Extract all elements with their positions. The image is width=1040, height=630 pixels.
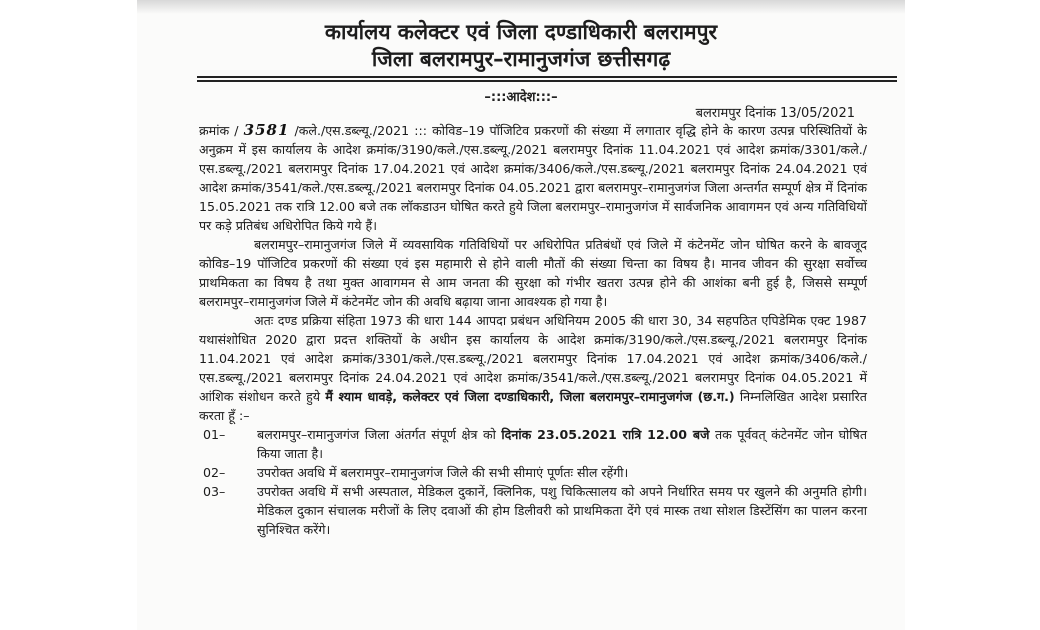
header-rule-bottom — [197, 80, 897, 82]
order-item-3 — [199, 482, 867, 539]
order-body — [199, 121, 867, 539]
paragraph-1 — [199, 121, 867, 235]
collector-name: मैं श्याम धावड़े, कलेक्टर एवं जिला दण्डाधिकारी, जिला बलरामपुर–रामानुजगंज (छ.ग.) — [325, 389, 735, 404]
paragraph-3-text-b: निम्नलिखित आदेश प्रसारित करता हूँ :– — [199, 389, 867, 423]
order-date: बलरामपुर दिनांक 13/05/2021 — [695, 106, 855, 121]
item-text-b: तक पूर्ववत् कंटेनमेंट जोन घोषित किया जाता है। — [257, 427, 868, 461]
paragraph-2: बलरामपुर–रामानुजगंज जिले में व्यवसायिक गतिविधियों पर अधिरोपित प्रतिबंधों एवं जिले में कंटेनमेंट जोन घोषित करने के बावजूद कोविड–19 पॉजिटिव प्रकरणों की संख्या एवं इस महामारी से होने वाली मौतों की संख्या चिन्ता का विषय है। मानव जीवन की सुरक्षा सर्वोच्च प्राथमिकता का विषय है तथा मुक्त आवागमन से आम जनता की सुरक्षा को गंभीर खतरा उत्पन्न होने की आशंका बनी हुई है, जिससे सम्पूर्ण बलरामपुर–रामानुजगंज जिले में कंटेनमेंट जोन की अवधि बढ़ाया जाना आवश्यक हो गया है। — [199, 237, 867, 309]
item-text: उपरोक्त अवधि में सभी अस्पताल, मेडिकल दुकानें, क्लिनिक, पशु चिकित्सालय को अपने निर्धारित समय पर खुलने की अनुमति होगी। मेडिकल दुकान संचालक मरीजों के लिए दवाओं की होम डिलीवरी को प्राथमिकता देंगे एवं मास्क तथा सोशल डिस्टेंसिंग का पालन करना सुनिश्चित करेंगे। — [257, 484, 867, 537]
item-number: 03– — [203, 484, 226, 499]
scan-edge-shadow — [137, 0, 905, 14]
item-number: 01– — [203, 427, 226, 442]
order-item-2 — [199, 463, 867, 482]
header-rule-top — [197, 76, 897, 78]
handwritten-order-number: 3581 — [243, 121, 290, 139]
district-title: जिला बलरामपुर–रामानुजगंज छत्तीसगढ़ — [371, 47, 671, 71]
office-title: कार्यालय कलेक्टर एवं जिला दण्डाधिकारी बलरामपुर — [324, 20, 718, 44]
reference-prefix: क्रमांक / — [199, 123, 239, 138]
item-number: 02– — [203, 465, 226, 480]
order-item-1 — [199, 425, 867, 463]
paragraph-3 — [199, 311, 867, 425]
item-text-a: बलरामपुर–रामानुजगंज जिला अंतर्गत संपूर्ण क्षेत्र को — [257, 427, 496, 442]
paragraph-3-text-a: अतः दण्ड प्रक्रिया संहिता 1973 की धारा 144 आपदा प्रबंधन अधिनियम 2005 की धारा 30, 34 सहपठित एपिडेमिक एक्ट 1987 यथासंशोधित 2020 द्वारा प्रदत्त शक्तियों के अधीन इस कार्यालय के आदेश क्रमांक/3190/कले./एस.डब्ल्यू./2021 बलरामपुर दिनांक 11.04.2021 एवं आदेश क्रमांक/3301/कले./एस.डब्ल्यू./2021 बलरामपुर दिनांक 17.04.2021 एवं आदेश क्रमांक/3406/कले./एस.डब्ल्यू./2021 बलरामपुर दिनांक 24.04.2021 एवं आदेश क्रमांक/3541/कले./एस.डब्ल्यू./2021 बलरामपुर दिनांक 04.05.2021 में आंशिक संशोधन करते हुये — [199, 313, 867, 404]
order-heading: –:::आदेश:::– — [484, 90, 558, 105]
item-bold-date: दिनांक 23.05.2021 रात्रि 12.00 बजे — [501, 427, 710, 442]
paragraph-1-text: /कले./एस.डब्ल्यू./2021 ::: कोविड–19 पॉजिटिव प्रकरणों की संख्या में लगातार वृद्धि होने के कारण उत्पन्न परिस्थितियों के अनुक्रम में इस कार्यालय के आदेश क्रमांक/3190/कले./एस.डब्ल्यू./2021 बलरामपुर दिनांक 11.04.2021 एवं आदेश क्रमांक/3301/कले./एस.डब्ल्यू./2021 बलरामपुर दिनांक 17.04.2021 एवं आदेश क्रमांक/3406/कले./एस.डब्ल्यू./2021 बलरामपुर दिनांक 24.04.2021 एवं आदेश क्रमांक/3541/कले./एस.डब्ल्यू./2021 बलरामपुर दिनांक 04.05.2021 द्वारा बलरामपुर–रामानुजगंज जिला अन्तर्गत सम्पूर्ण क्षेत्र में दिनांक 15.05.2021 तक रात्रि 12.00 बजे तक लॉकडाउन घोषित करते हुये जिला बलरामपुर–रामानुजगंज में सार्वजनिक आवागमन एवं अन्य गतिविधियों पर कड़े प्रतिबंध अधिरोपित किये गये हैं। — [199, 123, 867, 233]
document-page — [137, 0, 905, 630]
item-text: उपरोक्त अवधि में बलरामपुर–रामानुजगंज जिले की सभी सीमाएं पूर्णतः सील रहेंगी। — [257, 465, 629, 480]
